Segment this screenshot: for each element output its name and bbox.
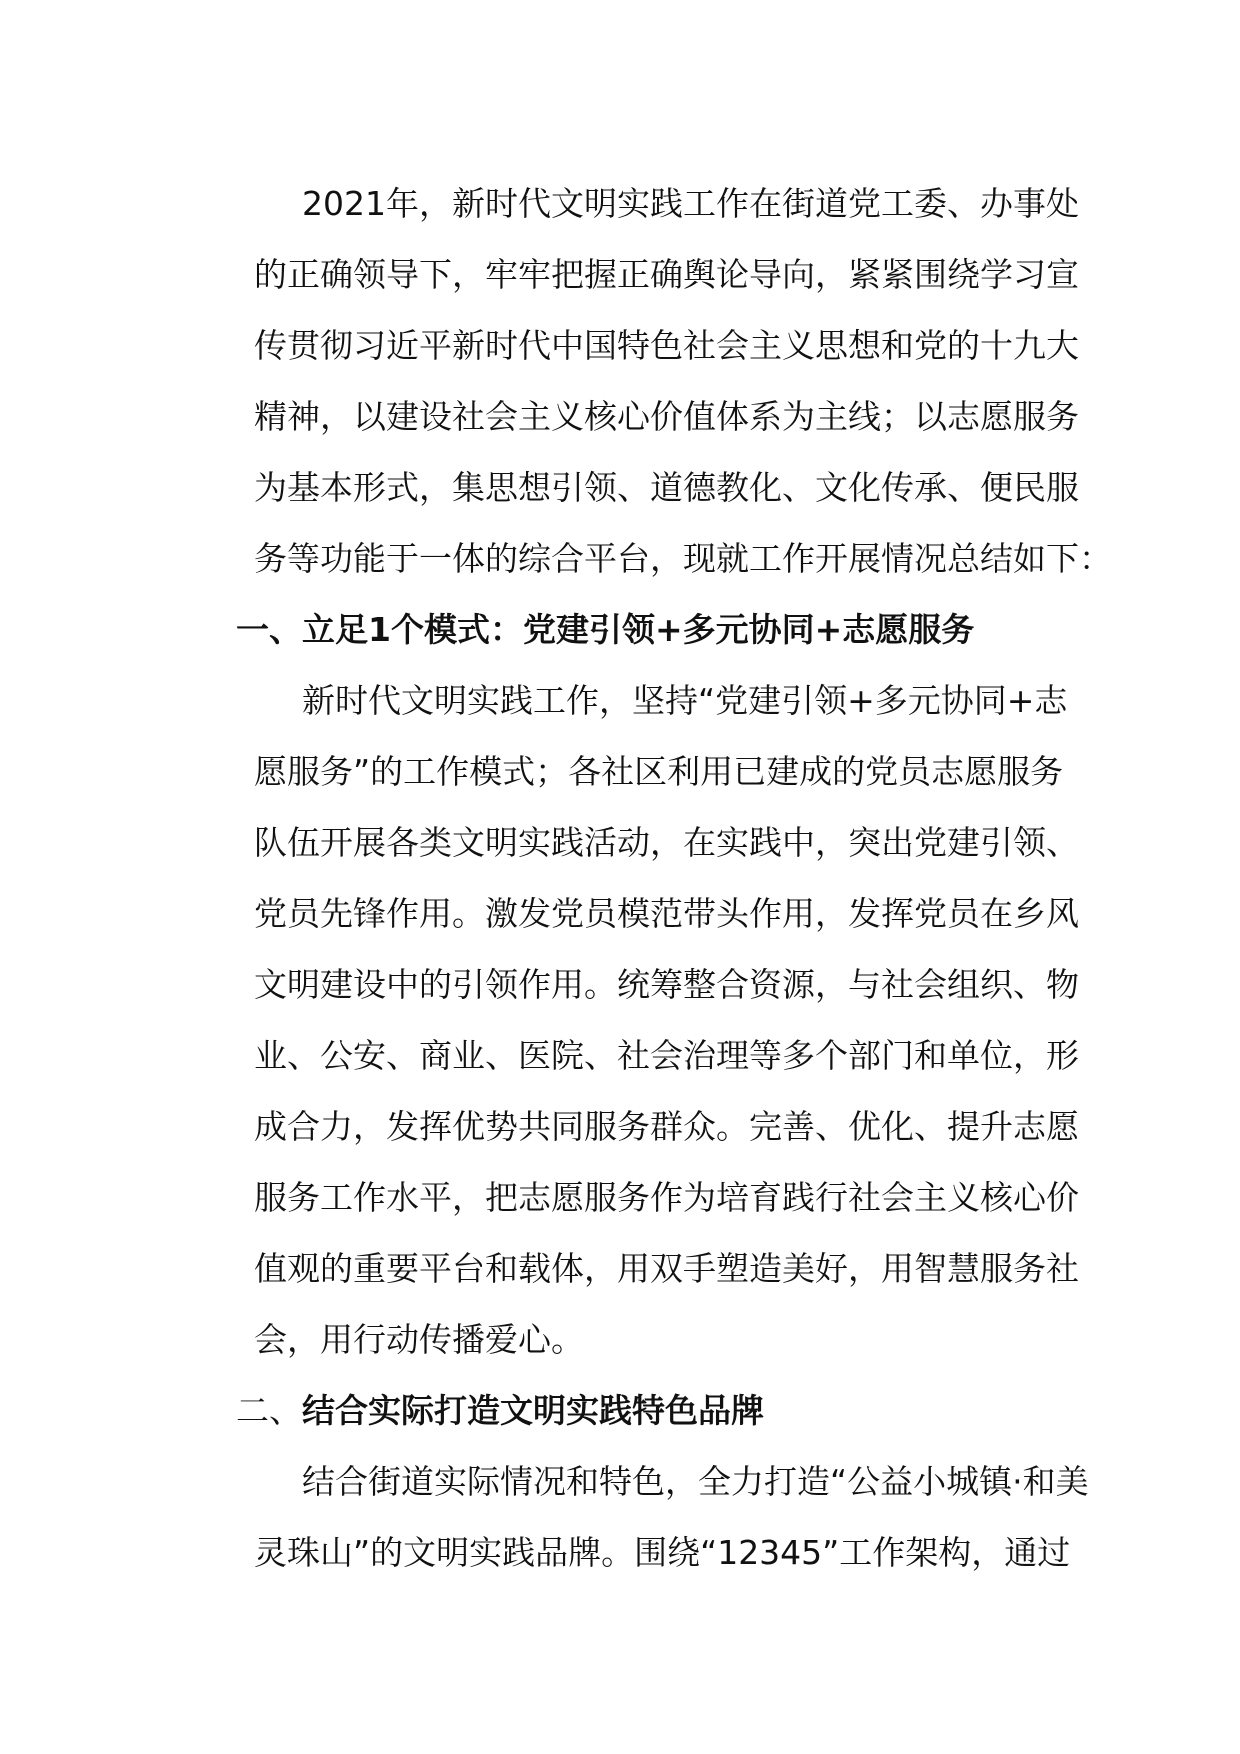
section-1-line: 成合力，发挥优势共同服务群众。完善、优化、提升志愿 bbox=[254, 1107, 1079, 1146]
section-1-line: 业、公安、商业、医院、社会治理等多个部门和单位，形 bbox=[254, 1036, 1079, 1075]
intro-line: 2021年，新时代文明实践工作在街道党工委、办事处 bbox=[302, 184, 1079, 223]
section-1-line: 会，用行动传播爱心。 bbox=[254, 1320, 584, 1359]
intro-line: 精神，以建设社会主义核心价值体系为主线；以志愿服务 bbox=[254, 397, 1079, 436]
section-1-line: 愿服务”的工作模式；各社区利用已建成的党员志愿服务 bbox=[254, 752, 1064, 791]
section-2-paragraph bbox=[188, 1446, 1089, 1588]
section-1-line: 新时代文明实践工作，坚持“党建引领+多元协同+志 bbox=[302, 681, 1068, 720]
section-1-line: 党员先锋作用。激发党员模范带头作用，发挥党员在乡风 bbox=[254, 894, 1079, 933]
section-2-heading-text: 结合实际打造文明实践特色品牌 bbox=[302, 1391, 764, 1430]
section-2-heading bbox=[188, 1375, 1056, 1446]
section-1-line: 队伍开展各类文明实践活动，在实践中，突出党建引领、 bbox=[254, 823, 1079, 862]
section-1-paragraph bbox=[188, 665, 1079, 1375]
section-2-line: 结合街道实际情况和特色，全力打造“公益小城镇·和美 bbox=[302, 1462, 1089, 1501]
intro-line: 传贯彻习近平新时代中国特色社会主义思想和党的十九大 bbox=[254, 326, 1079, 365]
section-1-line: 文明建设中的引领作用。统筹整合资源，与社会组织、物 bbox=[254, 965, 1079, 1004]
intro-paragraph bbox=[188, 168, 1112, 594]
intro-line: 的正确领导下，牢牢把握正确舆论导向，紧紧围绕学习宣 bbox=[254, 255, 1079, 294]
section-1-heading-text: 一、立足1个模式：党建引领+多元协同+志愿服务 bbox=[236, 610, 975, 649]
section-2-heading-prefix: 二、 bbox=[236, 1391, 302, 1430]
intro-line: 为基本形式，集思想引领、道德教化、文化传承、便民服 bbox=[254, 468, 1079, 507]
section-1-line: 服务工作水平，把志愿服务作为培育践行社会主义核心价 bbox=[254, 1178, 1079, 1217]
intro-line: 务等功能于一体的综合平台，现就工作开展情况总结如下： bbox=[254, 539, 1112, 578]
section-1-heading bbox=[188, 594, 1056, 665]
document-body bbox=[188, 168, 1112, 1588]
section-2-line: 灵珠山”的文明实践品牌。围绕“12345”工作架构，通过 bbox=[254, 1533, 1071, 1572]
section-1-line: 值观的重要平台和载体，用双手塑造美好，用智慧服务社 bbox=[254, 1249, 1079, 1288]
